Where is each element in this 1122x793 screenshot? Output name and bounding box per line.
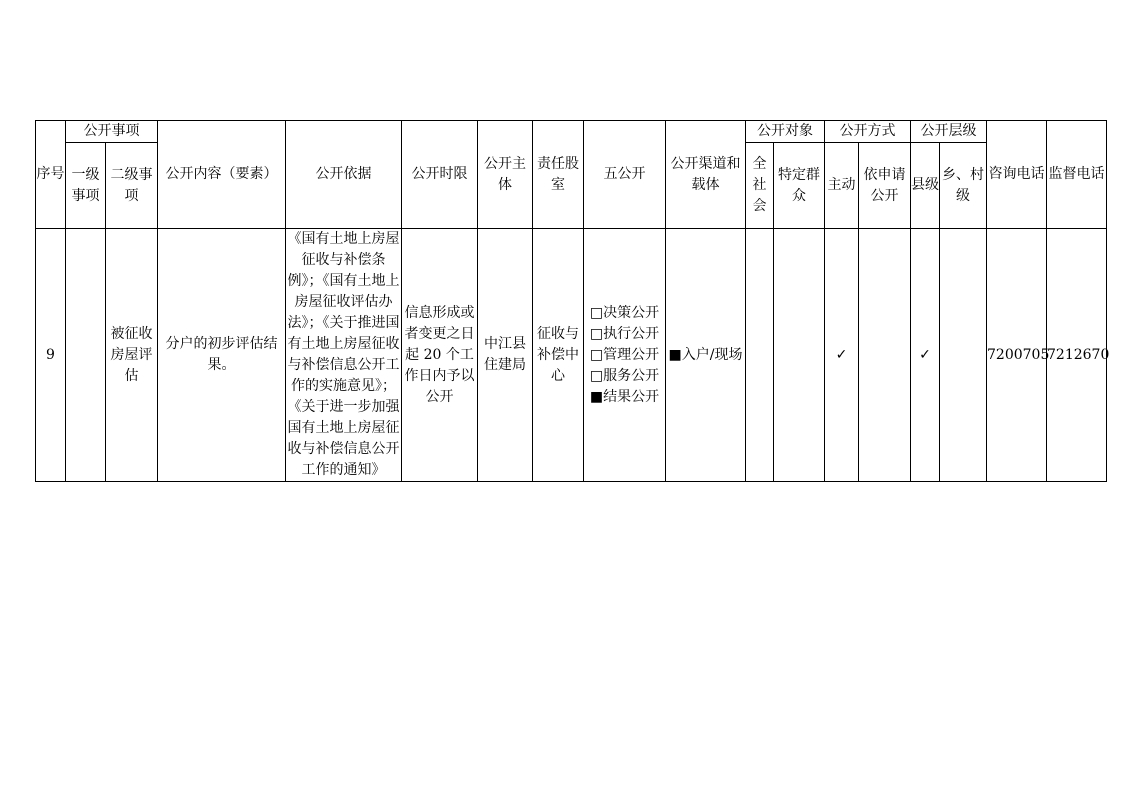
cell-basis: 《国有土地上房屋征收与补偿条例》；《国有土地上房屋征收评估办法》；《关于推进国有土地上房屋征收与补偿信息公开工作的实施意见》；《关于进一步加强国有土地上房屋征收与补偿信息公开工作的通知》 [286,229,402,482]
cell-subject: 中江县住建局 [478,229,533,482]
cell-county: ✓ [911,229,940,482]
header-level2: 二级事项 [106,143,158,229]
cell-content: 分户的初步评估结果。 [158,229,286,482]
cell-all-society [746,229,774,482]
header-seq: 序号 [36,121,66,229]
five-item-management: □管理公开 [589,346,660,363]
header-five: 五公开 [584,121,666,229]
header-channel: 公开渠道和载体 [666,121,746,229]
header-time-limit: 公开时限 [402,121,478,229]
cell-time-limit: 信息形成或者变更之日起 20 个工作日内予以公开 [402,229,478,482]
header-county: 县级 [911,143,940,229]
header-level-group: 公开层级 [911,121,987,143]
cell-seq: 9 [36,229,66,482]
header-subject: 公开主体 [478,121,533,229]
header-on-request: 依申请公开 [859,143,911,229]
cell-specific [774,229,825,482]
cell-level2: 被征收房屋评估 [106,229,158,482]
cell-dept: 征收与补偿中心 [533,229,584,482]
five-item-execution: □执行公开 [589,325,660,342]
five-item-decision: □决策公开 [589,304,660,321]
table-row [36,229,1107,482]
cell-five [584,229,666,482]
header-active: 主动 [825,143,859,229]
header-mode-group: 公开方式 [825,121,911,143]
cell-supervise-phone: 7212670 [1047,229,1107,482]
cell-township [940,229,987,482]
five-item-result: ■结果公开 [589,388,660,405]
header-content: 公开内容（要素） [158,121,286,229]
header-all-society: 全社会 [746,143,774,229]
cell-channel: ■入户/现场 [666,229,746,482]
cell-active: ✓ [825,229,859,482]
disclosure-table [35,120,1110,482]
five-item-service: □服务公开 [589,367,660,384]
header-basis: 公开依据 [286,121,402,229]
header-object-group: 公开对象 [746,121,825,143]
header-supervise-phone: 监督电话 [1047,121,1107,229]
cell-consult-phone: 7200705 [987,229,1047,482]
header-dept: 责任股室 [533,121,584,229]
header-matter-group: 公开事项 [66,121,158,143]
cell-level1 [66,229,106,482]
header-township: 乡、村级 [940,143,987,229]
header-consult-phone: 咨询电话 [987,121,1047,229]
cell-on-request [859,229,911,482]
header-specific: 特定群众 [774,143,825,229]
header-level1: 一级事项 [66,143,106,229]
